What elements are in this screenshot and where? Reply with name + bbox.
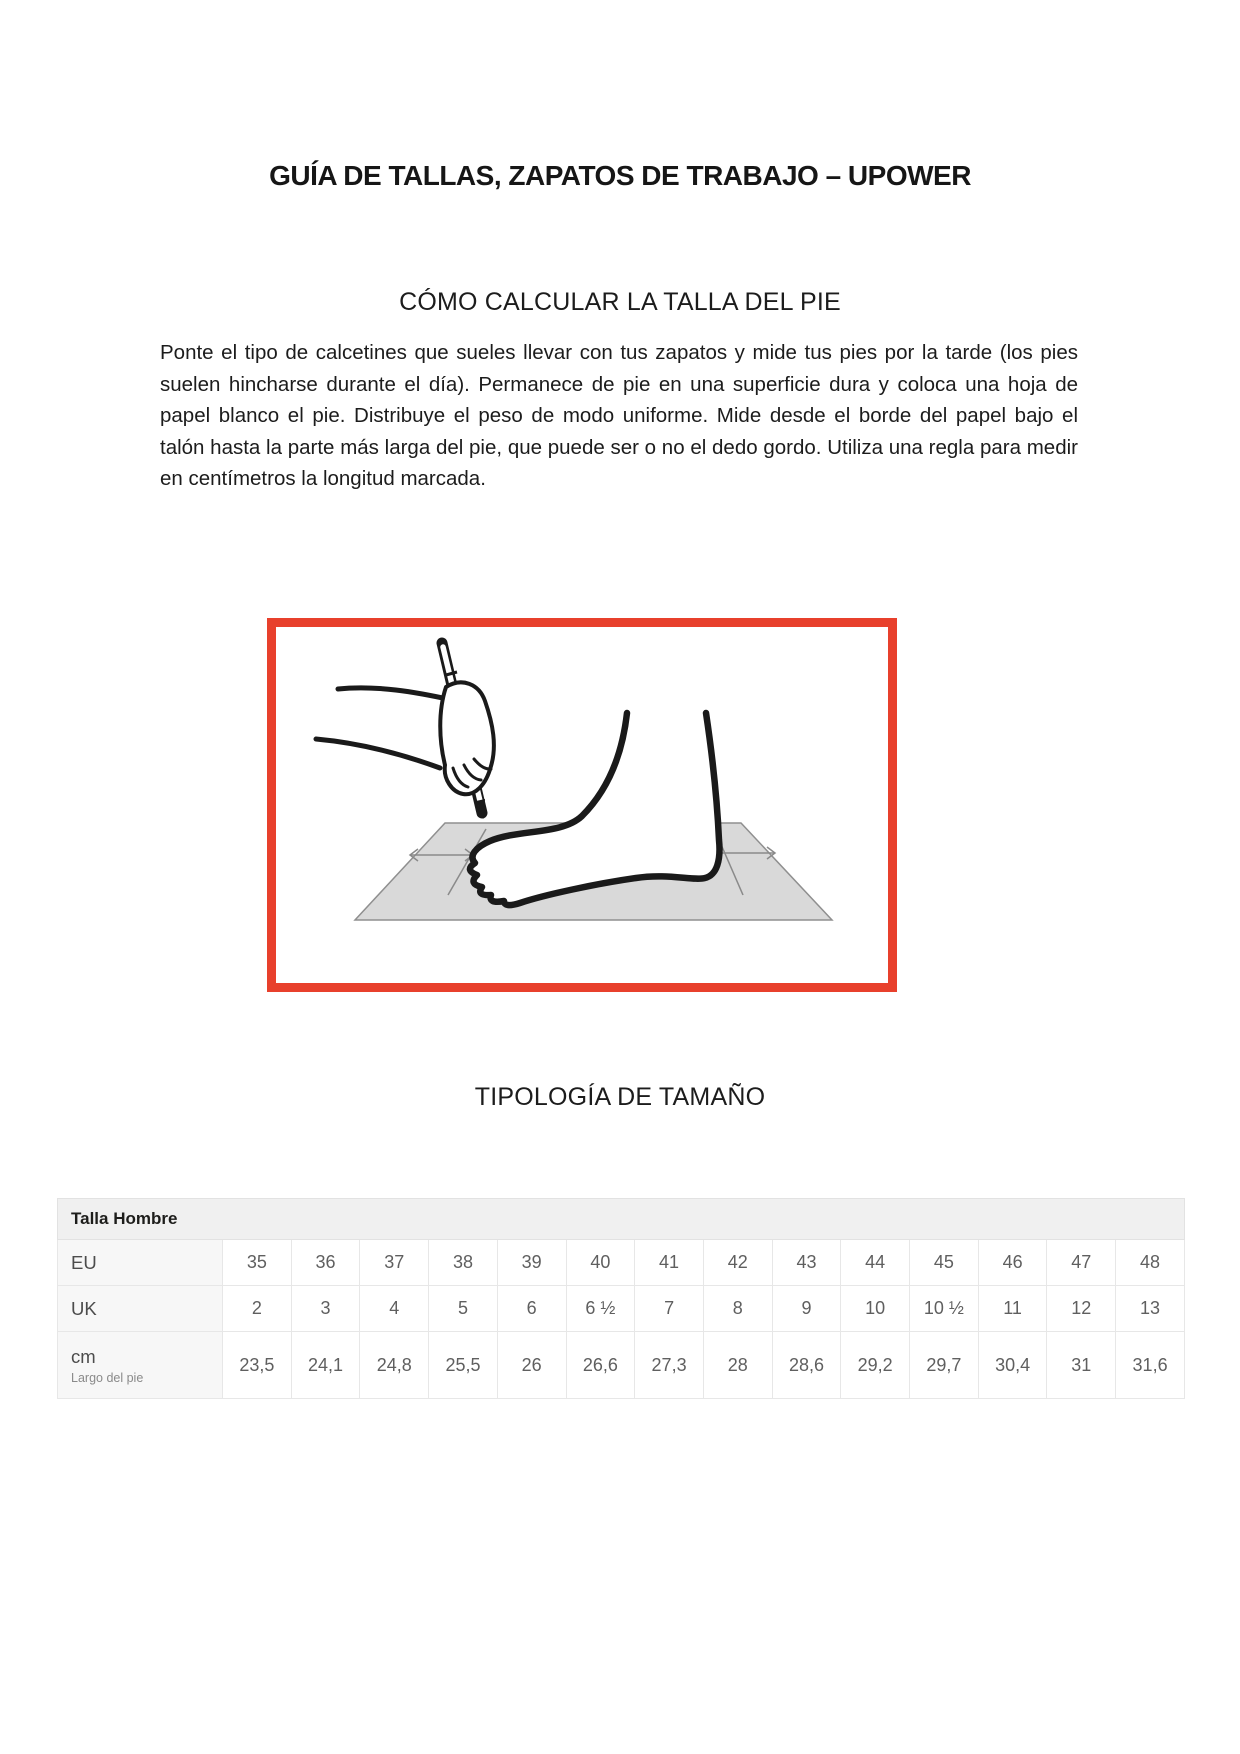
- size-value-cell: 28,6: [772, 1332, 841, 1399]
- size-value-cell: 24,8: [360, 1332, 429, 1399]
- hand-with-pencil-drawing: [316, 643, 494, 819]
- size-value-cell: 12: [1047, 1286, 1116, 1332]
- size-value-cell: 29,7: [910, 1332, 979, 1399]
- size-row-eu: [58, 1240, 1185, 1286]
- size-value-cell: 10: [841, 1286, 910, 1332]
- size-value-cell: 39: [497, 1240, 566, 1286]
- section-heading-size-typology: TIPOLOGÍA DE TAMAÑO: [474, 1083, 766, 1111]
- size-value-cell: 26: [497, 1332, 566, 1399]
- size-value-cell: 31,6: [1116, 1332, 1185, 1399]
- size-value-cell: 44: [841, 1240, 910, 1286]
- size-value-cell: 10 ½: [910, 1286, 979, 1332]
- size-table-container: [57, 1198, 1185, 1399]
- size-value-cell: 47: [1047, 1240, 1116, 1286]
- row-label-text: EU: [71, 1251, 97, 1273]
- size-value-cell: 24,1: [291, 1332, 360, 1399]
- size-table-title: Talla Hombre: [58, 1199, 1185, 1240]
- foot-measurement-figure: [267, 618, 897, 992]
- size-value-cell: 31: [1047, 1332, 1116, 1399]
- size-value-cell: 23,5: [223, 1332, 292, 1399]
- size-value-cell: 38: [429, 1240, 498, 1286]
- foot-drawing: [470, 713, 720, 905]
- size-value-cell: 3: [291, 1286, 360, 1332]
- size-value-cell: 6 ½: [566, 1286, 635, 1332]
- foot-measurement-illustration: [276, 627, 888, 983]
- row-label-text: cm: [71, 1345, 96, 1367]
- size-value-cell: 6: [497, 1286, 566, 1332]
- size-value-cell: 45: [910, 1240, 979, 1286]
- size-value-cell: 27,3: [635, 1332, 704, 1399]
- size-value-cell: 35: [223, 1240, 292, 1286]
- size-value-cell: 4: [360, 1286, 429, 1332]
- size-value-cell: 26,6: [566, 1332, 635, 1399]
- size-value-cell: 2: [223, 1286, 292, 1332]
- mens-size-table: [57, 1198, 1185, 1399]
- size-value-cell: 29,2: [841, 1332, 910, 1399]
- size-row-label-uk: [58, 1286, 223, 1332]
- row-sublabel-text: Largo del pie: [71, 1370, 144, 1385]
- size-value-cell: 25,5: [429, 1332, 498, 1399]
- row-label-text: UK: [71, 1297, 97, 1319]
- size-value-cell: 37: [360, 1240, 429, 1286]
- measuring-instructions-paragraph: Ponte el tipo de calcetines que sueles llevar con tus zapatos y mide tus pies por la tarde (los pies suelen hincharse durante el día). Permanece de pie en una superficie dura y coloca una hoja de papel blanco el pie. Distribuye el peso de modo uniforme. Mide desde el borde del papel bajo el talón hasta la parte más larga del pie, que puede ser o no el dedo gordo. Utiliza una regla para medir en centímetros la longitud marcada.: [160, 341, 1078, 491]
- size-row-label-cm: [58, 1332, 223, 1399]
- size-value-cell: 42: [703, 1240, 772, 1286]
- size-value-cell: 30,4: [978, 1332, 1047, 1399]
- arm-lines: [316, 688, 452, 768]
- size-value-cell: 36: [291, 1240, 360, 1286]
- size-value-cell: 11: [978, 1286, 1047, 1332]
- section-heading-how-to-measure: CÓMO CALCULAR LA TALLA DEL PIE: [399, 288, 841, 316]
- size-value-cell: 48: [1116, 1240, 1185, 1286]
- size-value-cell: 7: [635, 1286, 704, 1332]
- size-value-cell: 13: [1116, 1286, 1185, 1332]
- size-value-cell: 28: [703, 1332, 772, 1399]
- size-value-cell: 43: [772, 1240, 841, 1286]
- size-value-cell: 8: [703, 1286, 772, 1332]
- size-row-label-eu: [58, 1240, 223, 1286]
- size-value-cell: 41: [635, 1240, 704, 1286]
- page-title: GUÍA DE TALLAS, ZAPATOS DE TRABAJO – UPOWER: [269, 160, 971, 191]
- size-value-cell: 46: [978, 1240, 1047, 1286]
- size-value-cell: 40: [566, 1240, 635, 1286]
- size-table-header-row: [58, 1199, 1185, 1240]
- size-row-cm: [58, 1332, 1185, 1399]
- size-row-uk: [58, 1286, 1185, 1332]
- size-value-cell: 5: [429, 1286, 498, 1332]
- size-value-cell: 9: [772, 1286, 841, 1332]
